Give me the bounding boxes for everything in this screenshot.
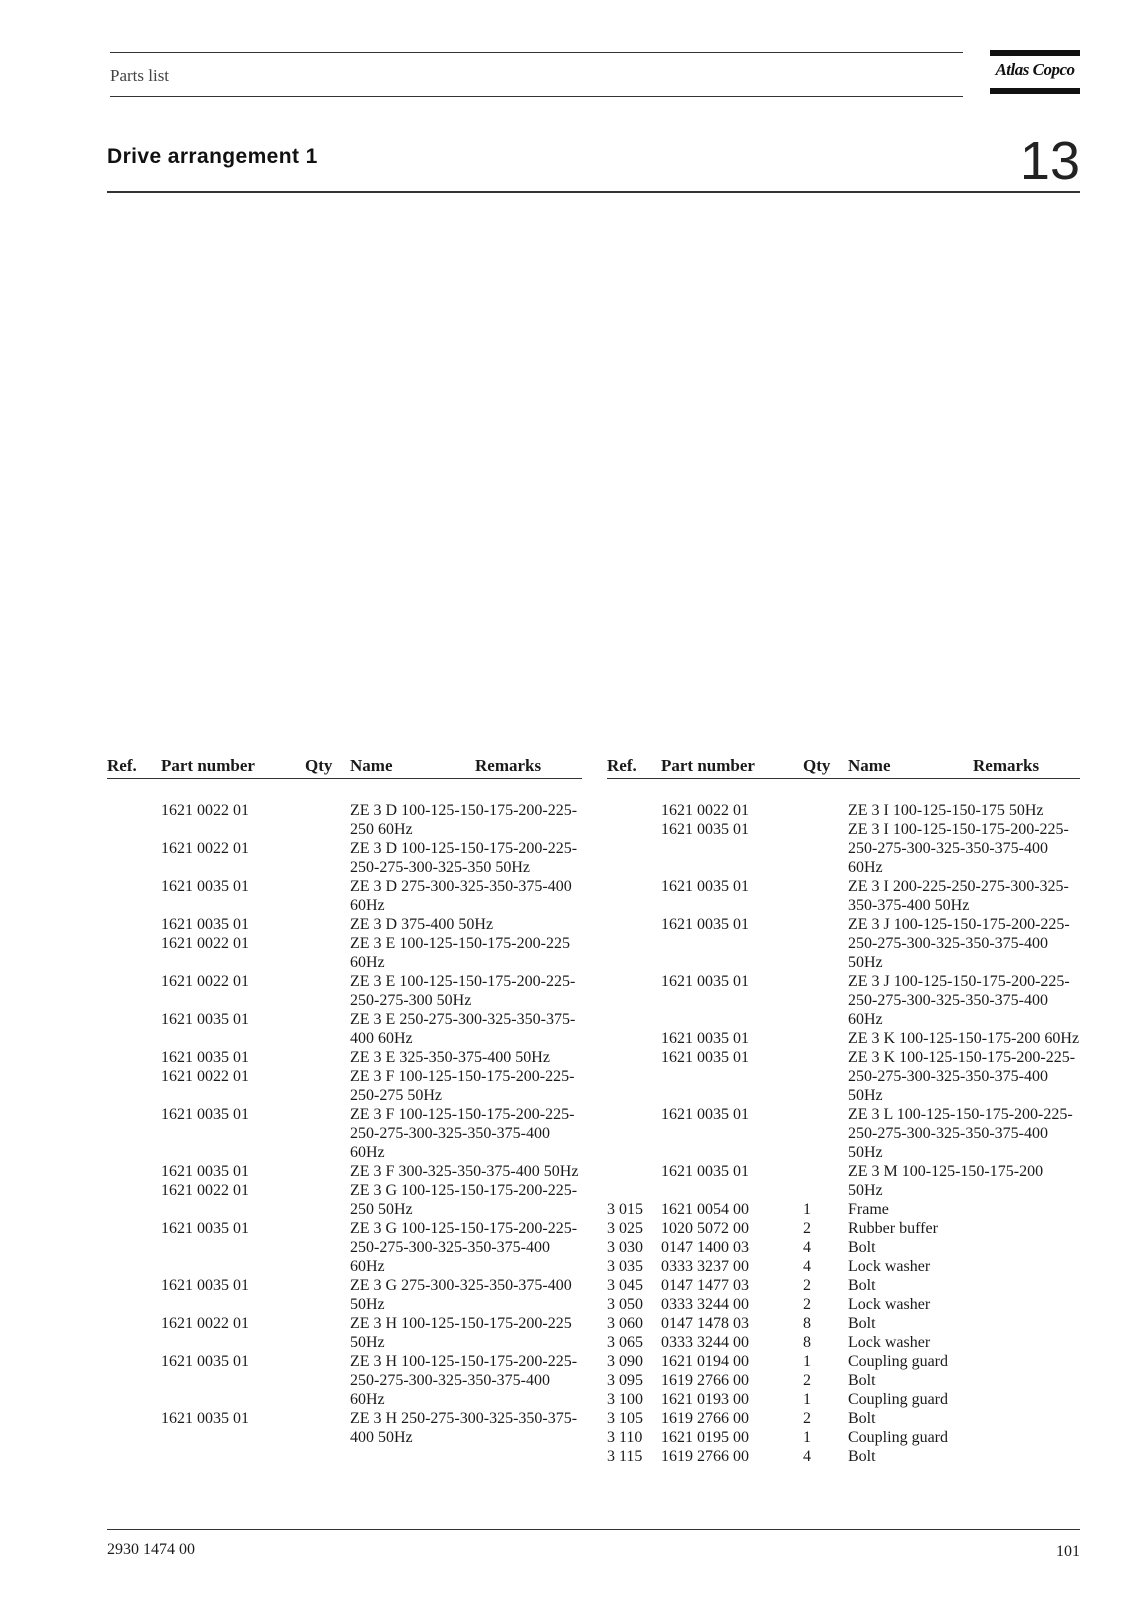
- name-cell: ZE 3 G 275-300-325-350-375-400 50Hz: [350, 1277, 572, 1313]
- part-number-cell: 1621 0022 01: [161, 935, 249, 952]
- qty-cell: 1: [803, 1391, 811, 1408]
- table-row: [607, 1314, 1080, 1333]
- header-ref: Ref.: [607, 756, 637, 775]
- ref-cell: 3 015: [607, 1201, 643, 1218]
- name-cell: ZE 3 L 100-125-150-175-200-225-250-275-300-325-350-375-400 50Hz: [848, 1106, 1073, 1161]
- table-row: [607, 1352, 1080, 1371]
- table-row: [107, 1181, 582, 1219]
- ref-cell: 3 035: [607, 1258, 643, 1275]
- table-row: [607, 1162, 1080, 1200]
- ref-cell: 3 060: [607, 1315, 643, 1332]
- header-qty: Qty: [803, 756, 831, 775]
- header-part-number: Part number: [161, 756, 255, 775]
- ref-cell: 3 110: [607, 1429, 643, 1446]
- ref-cell: 3 030: [607, 1239, 643, 1256]
- table-row: [107, 1162, 582, 1181]
- name-cell: ZE 3 F 100-125-150-175-200-225-250-275 50Hz: [350, 1068, 575, 1104]
- name-cell: ZE 3 D 100-125-150-175-200-225-250 60Hz: [350, 802, 578, 838]
- part-number-cell: 1621 0022 01: [161, 1182, 249, 1199]
- qty-cell: 2: [803, 1277, 811, 1294]
- logo-bar-top: [990, 50, 1080, 56]
- part-number-cell: 1621 0035 01: [161, 1163, 249, 1180]
- ref-cell: 3 090: [607, 1353, 643, 1370]
- table-row: [107, 1010, 582, 1048]
- table-row: [107, 839, 582, 877]
- name-cell: ZE 3 F 300-325-350-375-400 50Hz: [350, 1163, 579, 1180]
- part-number-cell: 0333 3244 00: [661, 1296, 749, 1313]
- table-row: [107, 1409, 582, 1447]
- table-row: [607, 1371, 1080, 1390]
- name-cell: ZE 3 J 100-125-150-175-200-225-250-275-300-325-350-375-400 60Hz: [848, 973, 1070, 1028]
- qty-cell: 2: [803, 1410, 811, 1427]
- table-row: [607, 1029, 1080, 1048]
- qty-cell: 1: [803, 1353, 811, 1370]
- table-row: [607, 1447, 1080, 1466]
- table-row: [607, 972, 1080, 1029]
- header-remarks: Remarks: [475, 756, 542, 775]
- qty-cell: 2: [803, 1220, 811, 1237]
- name-cell: ZE 3 D 275-300-325-350-375-400 60Hz: [350, 878, 572, 914]
- table-row: [607, 1105, 1080, 1162]
- qty-cell: 1: [803, 1201, 811, 1218]
- table-body: [107, 779, 582, 1447]
- ref-cell: 3 105: [607, 1410, 643, 1427]
- part-number-cell: 1621 0022 01: [161, 1315, 249, 1332]
- logo-wordmark: Atlas Copco: [995, 60, 1075, 79]
- header-remarks: Remarks: [973, 756, 1040, 775]
- name-cell: ZE 3 H 250-275-300-325-350-375-400 50Hz: [350, 1410, 578, 1446]
- name-cell: ZE 3 F 100-125-150-175-200-225-250-275-300-325-350-375-400 60Hz: [350, 1106, 575, 1161]
- name-cell: ZE 3 D 100-125-150-175-200-225-250-275-300-325-350 50Hz: [350, 840, 578, 876]
- name-cell: ZE 3 I 100-125-150-175-200-225-250-275-300-325-350-375-400 60Hz: [848, 821, 1069, 876]
- part-number-cell: 1621 0035 01: [661, 821, 749, 838]
- ref-cell: 3 065: [607, 1334, 643, 1351]
- table-row: [607, 1200, 1080, 1219]
- table-row: [107, 1105, 582, 1162]
- part-number-cell: 1621 0035 01: [661, 878, 749, 895]
- name-cell: ZE 3 E 100-125-150-175-200-225 60Hz: [350, 935, 570, 971]
- table-row: [107, 1048, 582, 1067]
- section-label: Parts list: [110, 66, 170, 85]
- qty-cell: 2: [803, 1372, 811, 1389]
- header-name: Name: [848, 756, 891, 775]
- table-row: [607, 801, 1080, 820]
- name-cell: ZE 3 E 250-275-300-325-350-375-400 60Hz: [350, 1011, 576, 1047]
- table-row: [107, 1352, 582, 1409]
- table-row: [107, 1276, 582, 1314]
- name-cell: ZE 3 E 325-350-375-400 50Hz: [350, 1049, 550, 1066]
- table-row: [107, 877, 582, 915]
- part-number-cell: 1621 0035 01: [161, 1220, 249, 1237]
- name-cell: Coupling guard: [848, 1391, 948, 1408]
- part-number-cell: 1020 5072 00: [661, 1220, 749, 1237]
- name-cell: Lock washer: [848, 1296, 931, 1313]
- table-row: [607, 1257, 1080, 1276]
- name-cell: Lock washer: [848, 1258, 931, 1275]
- table-row: [107, 1219, 582, 1276]
- name-cell: Bolt: [848, 1277, 876, 1294]
- table-row: [607, 1295, 1080, 1314]
- table-row: [107, 1314, 582, 1352]
- table-row: [607, 915, 1080, 972]
- table-row: [607, 1276, 1080, 1295]
- table-header: [607, 754, 1080, 779]
- part-number-cell: 1621 0035 01: [661, 973, 749, 990]
- logo-bar-bottom: [990, 88, 1080, 94]
- qty-cell: 2: [803, 1296, 811, 1313]
- qty-cell: 4: [803, 1448, 811, 1465]
- part-number-cell: 1621 0022 01: [661, 802, 749, 819]
- footer-rule: [107, 1529, 1080, 1530]
- name-cell: ZE 3 G 100-125-150-175-200-225-250-275-300-325-350-375-400 60Hz: [350, 1220, 578, 1275]
- table-row: [107, 934, 582, 972]
- part-number-cell: 1619 2766 00: [661, 1372, 749, 1389]
- page-title: Drive arrangement 1: [107, 145, 318, 168]
- table-row: [607, 877, 1080, 915]
- part-number-cell: 1621 0035 01: [161, 1410, 249, 1427]
- name-cell: ZE 3 E 100-125-150-175-200-225-250-275-300 50Hz: [350, 973, 576, 1009]
- ref-cell: 3 045: [607, 1277, 643, 1294]
- part-number-cell: 0147 1400 03: [661, 1239, 749, 1256]
- header-name: Name: [350, 756, 393, 775]
- part-number-cell: 1621 0054 00: [661, 1201, 749, 1218]
- part-number-cell: 0147 1478 03: [661, 1315, 749, 1332]
- part-number-cell: 1621 0035 01: [161, 1011, 249, 1028]
- ref-cell: 3 095: [607, 1372, 643, 1389]
- ref-cell: 3 025: [607, 1220, 643, 1237]
- name-cell: ZE 3 H 100-125-150-175-200-225-250-275-300-325-350-375-400 60Hz: [350, 1353, 578, 1408]
- name-cell: ZE 3 K 100-125-150-175-200-225-250-275-300-325-350-375-400 50Hz: [848, 1049, 1076, 1104]
- part-number-cell: 0147 1477 03: [661, 1277, 749, 1294]
- title-rule: [107, 191, 1080, 193]
- name-cell: Lock washer: [848, 1334, 931, 1351]
- header-part-number: Part number: [661, 756, 755, 775]
- qty-cell: 4: [803, 1258, 811, 1275]
- qty-cell: 8: [803, 1315, 811, 1332]
- header-bottom-rule: [110, 96, 963, 97]
- name-cell: ZE 3 I 100-125-150-175 50Hz: [848, 802, 1044, 819]
- parts-table-right: [607, 754, 1080, 1466]
- part-number-cell: 1621 0022 01: [161, 840, 249, 857]
- name-cell: ZE 3 K 100-125-150-175-200 60Hz: [848, 1030, 1080, 1047]
- part-number-cell: 1621 0035 01: [661, 1163, 749, 1180]
- table-row: [107, 915, 582, 934]
- part-number-cell: 1621 0035 01: [161, 878, 249, 895]
- part-number-cell: 0333 3244 00: [661, 1334, 749, 1351]
- name-cell: Bolt: [848, 1372, 876, 1389]
- name-cell: Bolt: [848, 1448, 876, 1465]
- part-number-cell: 1621 0035 01: [161, 916, 249, 933]
- part-number-cell: 1621 0035 01: [661, 1049, 749, 1066]
- table-row: [607, 1219, 1080, 1238]
- name-cell: Bolt: [848, 1315, 876, 1332]
- part-number-cell: 1619 2766 00: [661, 1410, 749, 1427]
- table-row: [107, 801, 582, 839]
- table-row: [607, 1048, 1080, 1105]
- name-cell: ZE 3 D 375-400 50Hz: [350, 916, 494, 933]
- name-cell: Frame: [848, 1201, 889, 1218]
- table-row: [107, 972, 582, 1010]
- header-top-rule: [110, 52, 963, 53]
- table-row: [607, 1333, 1080, 1352]
- name-cell: ZE 3 G 100-125-150-175-200-225-250 50Hz: [350, 1182, 578, 1218]
- figure-area: [107, 210, 1080, 740]
- name-cell: ZE 3 J 100-125-150-175-200-225-250-275-300-325-350-375-400 50Hz: [848, 916, 1070, 971]
- qty-cell: 1: [803, 1429, 811, 1446]
- qty-cell: 4: [803, 1239, 811, 1256]
- table-row: [607, 1428, 1080, 1447]
- table-row: [607, 820, 1080, 877]
- name-cell: ZE 3 I 200-225-250-275-300-325-350-375-400 50Hz: [848, 878, 1069, 914]
- part-number-cell: 1621 0035 01: [661, 1030, 749, 1047]
- brand-logo: [990, 50, 1080, 94]
- page-number: 101: [1056, 1543, 1080, 1560]
- name-cell: Rubber buffer: [848, 1220, 938, 1237]
- part-number-cell: 1621 0035 01: [161, 1106, 249, 1123]
- name-cell: ZE 3 H 100-125-150-175-200-225 50Hz: [350, 1315, 572, 1351]
- ref-cell: 3 100: [607, 1391, 643, 1408]
- qty-cell: 8: [803, 1334, 811, 1351]
- table-body: [607, 779, 1080, 1466]
- part-number-cell: 1621 0022 01: [161, 1068, 249, 1085]
- name-cell: Bolt: [848, 1239, 876, 1256]
- ref-cell: 3 115: [607, 1448, 643, 1465]
- part-number-cell: 1621 0035 01: [161, 1277, 249, 1294]
- part-number-cell: 1621 0022 01: [161, 973, 249, 990]
- part-number-cell: 1621 0193 00: [661, 1391, 749, 1408]
- part-number-cell: 1621 0035 01: [161, 1353, 249, 1370]
- ref-cell: 3 050: [607, 1296, 643, 1313]
- document-number: 2930 1474 00: [107, 1541, 195, 1558]
- table-row: [607, 1409, 1080, 1428]
- part-number-cell: 1621 0195 00: [661, 1429, 749, 1446]
- part-number-cell: 1619 2766 00: [661, 1448, 749, 1465]
- part-number-cell: 0333 3237 00: [661, 1258, 749, 1275]
- table-header: [107, 754, 582, 779]
- header-qty: Qty: [305, 756, 333, 775]
- part-number-cell: 1621 0035 01: [161, 1049, 249, 1066]
- part-number-cell: 1621 0035 01: [661, 1106, 749, 1123]
- part-number-cell: 1621 0022 01: [161, 802, 249, 819]
- parts-table-left: [107, 754, 582, 1447]
- part-number-cell: 1621 0194 00: [661, 1353, 749, 1370]
- header-ref: Ref.: [107, 756, 137, 775]
- name-cell: Bolt: [848, 1410, 876, 1427]
- name-cell: Coupling guard: [848, 1429, 948, 1446]
- table-row: [607, 1390, 1080, 1409]
- table-row: [607, 1238, 1080, 1257]
- name-cell: ZE 3 M 100-125-150-175-200 50Hz: [848, 1163, 1044, 1199]
- name-cell: Coupling guard: [848, 1353, 948, 1370]
- chapter-number: 13: [1019, 131, 1080, 191]
- part-number-cell: 1621 0035 01: [661, 916, 749, 933]
- table-row: [107, 1067, 582, 1105]
